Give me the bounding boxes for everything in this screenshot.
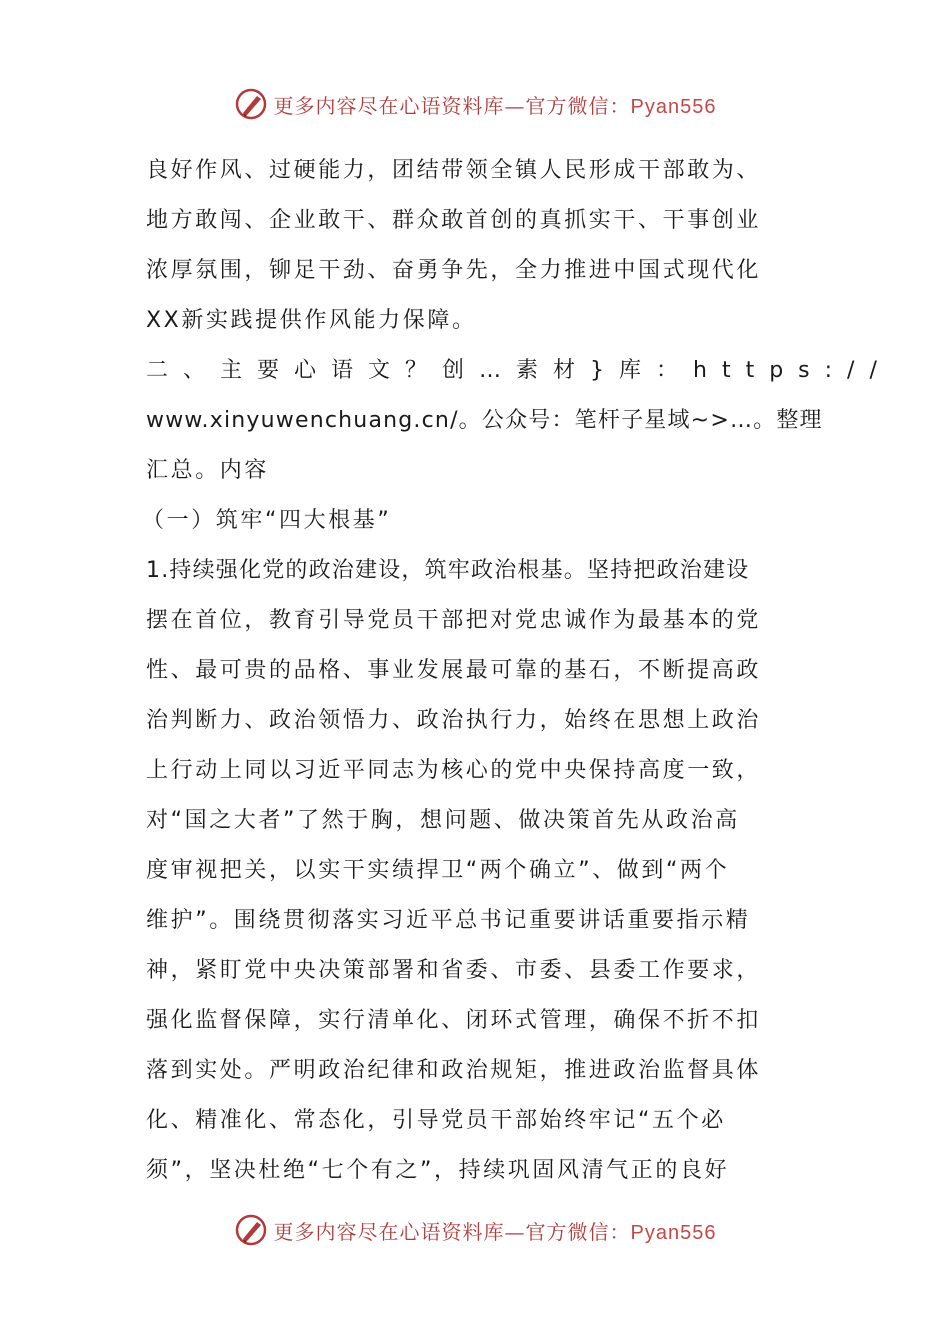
paragraph-line: 对“国之大者”了然于胸，想问题、做决策首先从政治高 bbox=[146, 808, 740, 833]
banner-slogan: 更多内容尽在心语资料库—官方微信： bbox=[273, 93, 631, 118]
paragraph-line: 须”，坚决杜绝“七个有之”，持续巩固风清气正的良好 bbox=[146, 1158, 730, 1183]
banner-text bbox=[274, 90, 717, 119]
body-line: 汇总。内容 bbox=[146, 458, 270, 483]
paragraph-line: 度审视把关，以实干实绩捍卫“两个确立”、做到“两个 bbox=[146, 858, 730, 883]
banner-wechat-id: Pyan556 bbox=[630, 1221, 717, 1244]
paragraph-line: 上行动上同以习近平同志为核心的党中央保持高度一致， bbox=[146, 758, 762, 783]
banner-text bbox=[274, 1216, 717, 1245]
paragraph-line: 维护”。围绕贯彻落实习近平总书记重要讲话重要指示精 bbox=[146, 908, 751, 933]
paragraph-line: 神，紧盯党中央决策部署和省委、市委、县委工作要求， bbox=[146, 958, 762, 983]
body-line: www.xinyuwenchuang.cn/。公众号：笔杆子星域~>…。整理 bbox=[146, 408, 823, 433]
paragraph-line: 1.持续强化党的政治建设，筑牢政治根基。坚持把政治建设 bbox=[146, 558, 750, 583]
paragraph-line: 摆在首位，教育引导党员干部把对党忠诚作为最基本的党 bbox=[146, 608, 762, 633]
paragraph-line: 化、精准化、常态化，引导党员干部始终牢记“五个必 bbox=[146, 1108, 726, 1133]
paragraph-line: 性、最可贵的品格、事业发展最可靠的基石，不断提高政 bbox=[146, 658, 762, 683]
banner-slogan: 更多内容尽在心语资料库—官方微信： bbox=[273, 1219, 631, 1244]
section-heading-text: 二、主要心语文？创…素材}库：https:// bbox=[146, 358, 892, 383]
paragraph-line: 强化监督保障，实行清单化、闭环式管理，确保不折不扣 bbox=[146, 1008, 762, 1033]
body-line: XX新实践提供作风能力保障。 bbox=[146, 308, 477, 333]
pen-circle-logo-icon bbox=[234, 1213, 268, 1247]
paragraph-line: 治判断力、政治领悟力、政治执行力，始终在思想上政治 bbox=[146, 708, 762, 733]
header-watermark-banner bbox=[0, 82, 950, 126]
document-body bbox=[142, 146, 892, 1196]
body-line: 良好作风、过硬能力，团结带领全镇人民形成干部敢为、 bbox=[146, 158, 762, 183]
body-line: 浓厚氛围，铆足干劲、奋勇争先，全力推进中国式现代化 bbox=[146, 258, 762, 283]
footer-watermark-banner bbox=[0, 1208, 950, 1252]
body-line: 地方敢闯、企业敢干、群众敢首创的真抓实干、干事创业 bbox=[146, 208, 762, 233]
subsection-heading: （一）筑牢“四大根基” bbox=[142, 508, 392, 533]
banner-wechat-id: Pyan556 bbox=[630, 95, 717, 118]
paragraph-line: 落到实处。严明政治纪律和政治规矩，推进政治监督具体 bbox=[146, 1058, 762, 1083]
pen-circle-logo-icon bbox=[234, 87, 268, 121]
section-heading bbox=[146, 346, 892, 396]
